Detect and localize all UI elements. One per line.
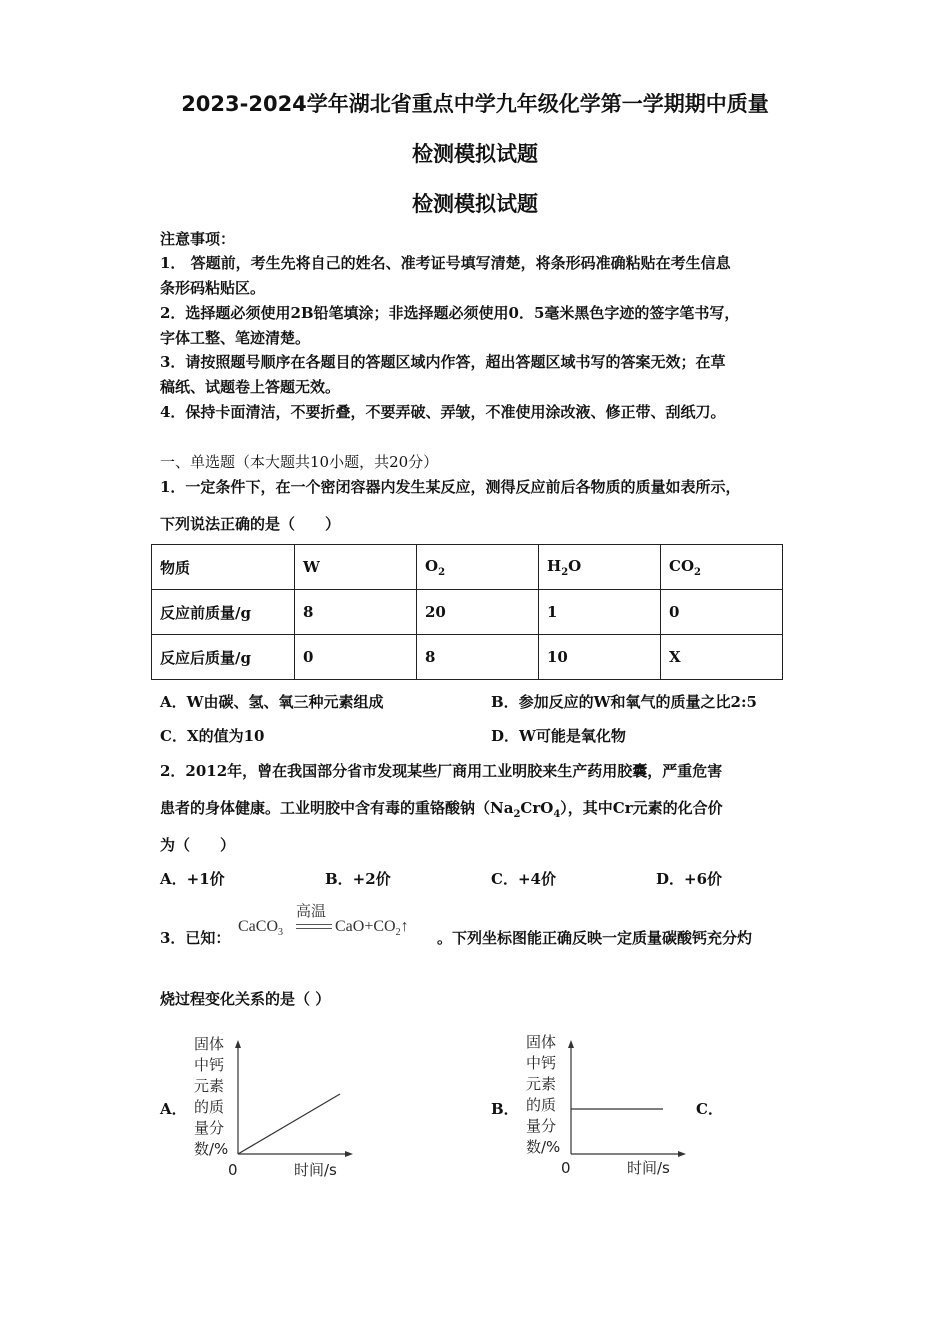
graph-a-x-arrow bbox=[345, 1151, 353, 1157]
q2-option-c[interactable]: C．+4价 bbox=[491, 870, 556, 888]
notice-item-4: 4．保持卡面清洁，不要折叠，不要弄破、弄皱，不准使用涂改液、修正带、刮纸刀。 bbox=[160, 403, 726, 421]
table-cell: 0 bbox=[295, 635, 417, 680]
table-cell: 物质 bbox=[152, 545, 295, 590]
q2-stem-b-part3: ），其中Cr元素的化合价 bbox=[560, 799, 723, 817]
q3-equation-right bbox=[335, 918, 409, 938]
graph-a-y-arrow bbox=[235, 1040, 241, 1048]
q2-stem-b-part1: 患者的身体健康。工业明胶中含有毒的重铬酸钠（Na bbox=[160, 799, 514, 817]
q2-stem-a: 2．2012年，曾在我国部分省市发现某些厂商用工业明胶来生产药用胶囊，严重危害 bbox=[160, 762, 723, 780]
q1-option-d[interactable]: D．W可能是氧化物 bbox=[491, 727, 626, 745]
q3-stem-b: 烧过程变化关系的是（ ） bbox=[160, 990, 331, 1008]
ylabel-line: 固体 bbox=[526, 1033, 557, 1051]
subscript: 2 bbox=[513, 809, 521, 820]
notice-item-1b: 条形码粘贴区。 bbox=[160, 279, 266, 297]
table-cell: 8 bbox=[295, 590, 417, 635]
ylabel-line: 量分 bbox=[526, 1117, 557, 1135]
q2-stem-c: 为（ ） bbox=[160, 836, 236, 854]
graph-a-series-line bbox=[238, 1094, 340, 1154]
ylabel-line: 中钙 bbox=[526, 1054, 557, 1072]
ylabel-line: 量分 bbox=[194, 1119, 225, 1137]
subscript: 2 bbox=[438, 566, 446, 578]
graph-a-plot bbox=[230, 1036, 355, 1161]
subscript: 2 bbox=[395, 927, 401, 939]
table-cell bbox=[661, 545, 783, 590]
q3-equation-condition: 高温 bbox=[296, 904, 327, 920]
ylabel-line: 固体 bbox=[194, 1035, 225, 1053]
subscript: 3 bbox=[278, 927, 283, 939]
graph-a-xlabel: 时间/s bbox=[294, 1161, 337, 1179]
q1-option-b[interactable]: B．参加反应的W和氧气的质量之比2:5 bbox=[491, 693, 757, 711]
q3-option-c-label[interactable]: C． bbox=[696, 1100, 723, 1118]
q2-stem-b bbox=[160, 797, 723, 820]
ylabel-line: 的质 bbox=[194, 1098, 225, 1116]
notice-item-1a: 1． 答题前，考生先将自己的姓名、准考证号填写清楚，将条形码准确粘贴在考生信息 bbox=[160, 254, 731, 272]
table-cell: 1 bbox=[539, 590, 661, 635]
table-cell: W bbox=[295, 545, 417, 590]
formula-co2: CO bbox=[669, 556, 695, 575]
q3-option-b-label[interactable]: B． bbox=[491, 1100, 519, 1118]
graph-b-xlabel: 时间/s bbox=[627, 1159, 670, 1177]
formula-caco3: CaCO bbox=[238, 918, 278, 935]
subscript: 4 bbox=[553, 809, 561, 820]
table-row bbox=[152, 545, 783, 590]
table-cell: 反应后质量/g bbox=[152, 635, 295, 680]
graph-b-plot bbox=[563, 1036, 688, 1161]
formula-o: O bbox=[568, 556, 582, 575]
gas-arrow: ↑ bbox=[400, 918, 409, 935]
equation-line-top bbox=[296, 924, 332, 926]
equation-line-bottom bbox=[296, 928, 332, 930]
graph-b-y-arrow bbox=[568, 1040, 574, 1048]
graph-b-ylabel bbox=[526, 1032, 566, 1158]
section-heading: 一、单选题（本大题共10小题，共20分） bbox=[160, 453, 439, 471]
q2-option-b[interactable]: B．+2价 bbox=[325, 870, 391, 888]
q1-option-c[interactable]: C．X的值为10 bbox=[160, 727, 265, 745]
ylabel-line: 数/% bbox=[194, 1140, 229, 1158]
notice-item-3b: 稿纸、试题卷上答题无效。 bbox=[160, 378, 341, 396]
q3-option-a-label[interactable]: A． bbox=[160, 1100, 187, 1118]
q2-option-d[interactable]: D．+6价 bbox=[656, 870, 723, 888]
q1-option-a[interactable]: A．W由碳、氢、氧三种元素组成 bbox=[160, 693, 384, 711]
subscript: 2 bbox=[561, 566, 569, 578]
table-cell: 20 bbox=[417, 590, 539, 635]
graph-a-ylabel bbox=[194, 1034, 234, 1160]
subscript: 2 bbox=[694, 566, 701, 578]
formula-cao-co2: CaO+CO bbox=[335, 918, 396, 935]
graph-b-origin: 0 bbox=[561, 1159, 571, 1177]
ylabel-line: 数/% bbox=[526, 1138, 561, 1156]
q3-prefix: 3．已知： bbox=[160, 929, 231, 947]
table-cell: 10 bbox=[539, 635, 661, 680]
notice-heading: 注意事项： bbox=[160, 230, 236, 248]
table-cell: 反应前质量/g bbox=[152, 590, 295, 635]
ylabel-line: 的质 bbox=[526, 1096, 557, 1114]
notice-item-2a: 2．选择题必须使用2B铅笔填涂；非选择题必须使用0．5毫米黑色字迹的签字笔书写， bbox=[160, 304, 740, 322]
formula-o2: O bbox=[425, 556, 439, 575]
q3-stem-a: 。下列坐标图能正确反映一定质量碳酸钙充分灼 bbox=[437, 929, 753, 947]
table-cell bbox=[539, 545, 661, 590]
ylabel-line: 中钙 bbox=[194, 1056, 225, 1074]
ylabel-line: 元素 bbox=[526, 1075, 557, 1093]
notice-item-2b: 字体工整、笔迹清楚。 bbox=[160, 329, 311, 347]
q1-stem-a: 1．一定条件下，在一个密闭容器内发生某反应，测得反应前后各物质的质量如表所示， bbox=[160, 478, 741, 496]
notice-item-3a: 3．请按照题号顺序在各题目的答题区域内作答，超出答题区域书写的答案无效；在草 bbox=[160, 353, 726, 371]
table-cell: 8 bbox=[417, 635, 539, 680]
table-cell: X bbox=[661, 635, 783, 680]
table-cell bbox=[417, 545, 539, 590]
table-row bbox=[152, 635, 783, 680]
title-line-2: 检测模拟试题 bbox=[412, 142, 538, 166]
graph-a-origin: 0 bbox=[228, 1161, 238, 1179]
q2-option-a[interactable]: A．+1价 bbox=[160, 870, 225, 888]
table-cell: 0 bbox=[661, 590, 783, 635]
table-row bbox=[152, 590, 783, 635]
graph-b-x-arrow bbox=[678, 1151, 686, 1157]
q2-stem-b-part2: CrO bbox=[520, 799, 554, 817]
title-line-1: 2023-2024学年湖北省重点中学九年级化学第一学期期中质量 bbox=[181, 92, 769, 116]
title-line-3: 检测模拟试题 bbox=[412, 192, 538, 216]
q1-stem-b: 下列说法正确的是（ ） bbox=[160, 515, 341, 533]
q1-table bbox=[151, 544, 783, 680]
ylabel-line: 元素 bbox=[194, 1077, 225, 1095]
formula-h: H bbox=[547, 556, 562, 575]
q3-equation-left bbox=[238, 918, 283, 938]
